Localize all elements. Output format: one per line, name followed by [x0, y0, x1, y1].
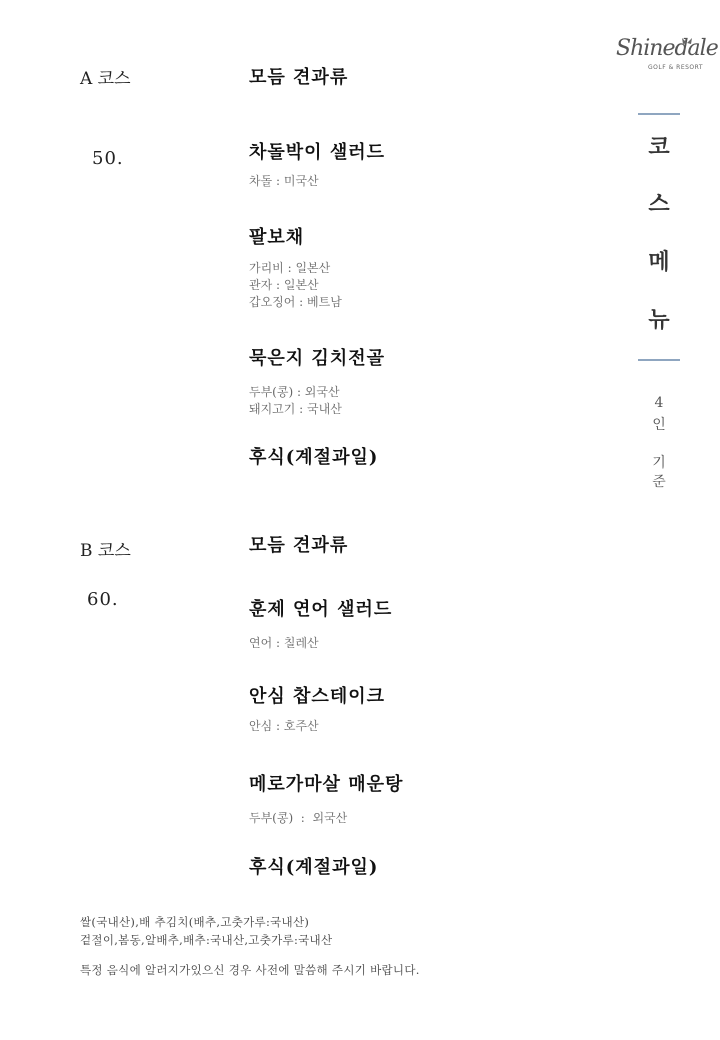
dish-name: 모듬 견과류: [249, 67, 349, 88]
footer-origin-line: 쌀(국내산),배 추김치(배추,고춧가루:국내산): [80, 915, 310, 929]
butterfly-icon: [680, 36, 694, 50]
origin-line: 연어 : 칠레산: [249, 636, 319, 650]
dish-name: 안심 찹스테이크: [249, 686, 385, 707]
side-note-char: 준: [652, 474, 666, 490]
course-b-label: B 코스: [80, 541, 131, 561]
side-note-char: 인: [652, 417, 666, 433]
dish-name: 묵은지 김치전골: [249, 348, 385, 369]
dish-name: 후식(계절과일): [249, 857, 379, 878]
origin-line: 두부(콩) : 외국산: [249, 385, 340, 399]
allergy-notice: 특정 음식에 알러지가있으신 경우 사전에 말씀해 주시기 바랍니다.: [80, 963, 420, 977]
logo-subtitle: GOLF & RESORT: [648, 64, 704, 71]
side-title-char: 스: [648, 191, 670, 217]
resort-logo: [612, 36, 718, 76]
side-note-char: 기: [652, 455, 666, 471]
dish-name: 차돌박이 샐러드: [249, 142, 385, 163]
dish-name: 팔보채: [249, 227, 305, 248]
side-note-char: 4: [654, 395, 664, 411]
logo-script-text: Shinedale: [616, 36, 718, 61]
dish-name: 메로가마살 매운탕: [249, 774, 404, 795]
origin-line: 관자 : 일본산: [249, 278, 319, 292]
origin-line: 가리비 : 일본산: [249, 261, 331, 275]
footer-origin-line: 겉절이,봄동,알배추,배추:국내산,고춧가루:국내산: [80, 933, 333, 947]
origin-line: 안심 : 호주산: [249, 719, 319, 733]
origin-line: 두부(콩) : 외국산: [249, 811, 348, 825]
course-a-price: 50.: [92, 148, 124, 169]
course-b-price: 60.: [87, 589, 119, 610]
side-divider-top: [638, 113, 680, 115]
dish-name: 훈제 연어 샐러드: [249, 599, 393, 620]
side-title-char: 코: [648, 134, 670, 160]
origin-line: 돼지고기 : 국내산: [249, 402, 342, 416]
side-title-char: 뉴: [648, 307, 670, 333]
origin-line: 차돌 : 미국산: [249, 174, 319, 188]
dish-name: 모듬 견과류: [249, 535, 349, 556]
side-title-char: 메: [648, 249, 670, 275]
origin-line: 갑오징어 : 베트남: [249, 295, 342, 309]
side-divider-bottom: [638, 359, 680, 361]
course-a-label: A 코스: [80, 69, 131, 89]
dish-name: 후식(계절과일): [249, 447, 379, 468]
